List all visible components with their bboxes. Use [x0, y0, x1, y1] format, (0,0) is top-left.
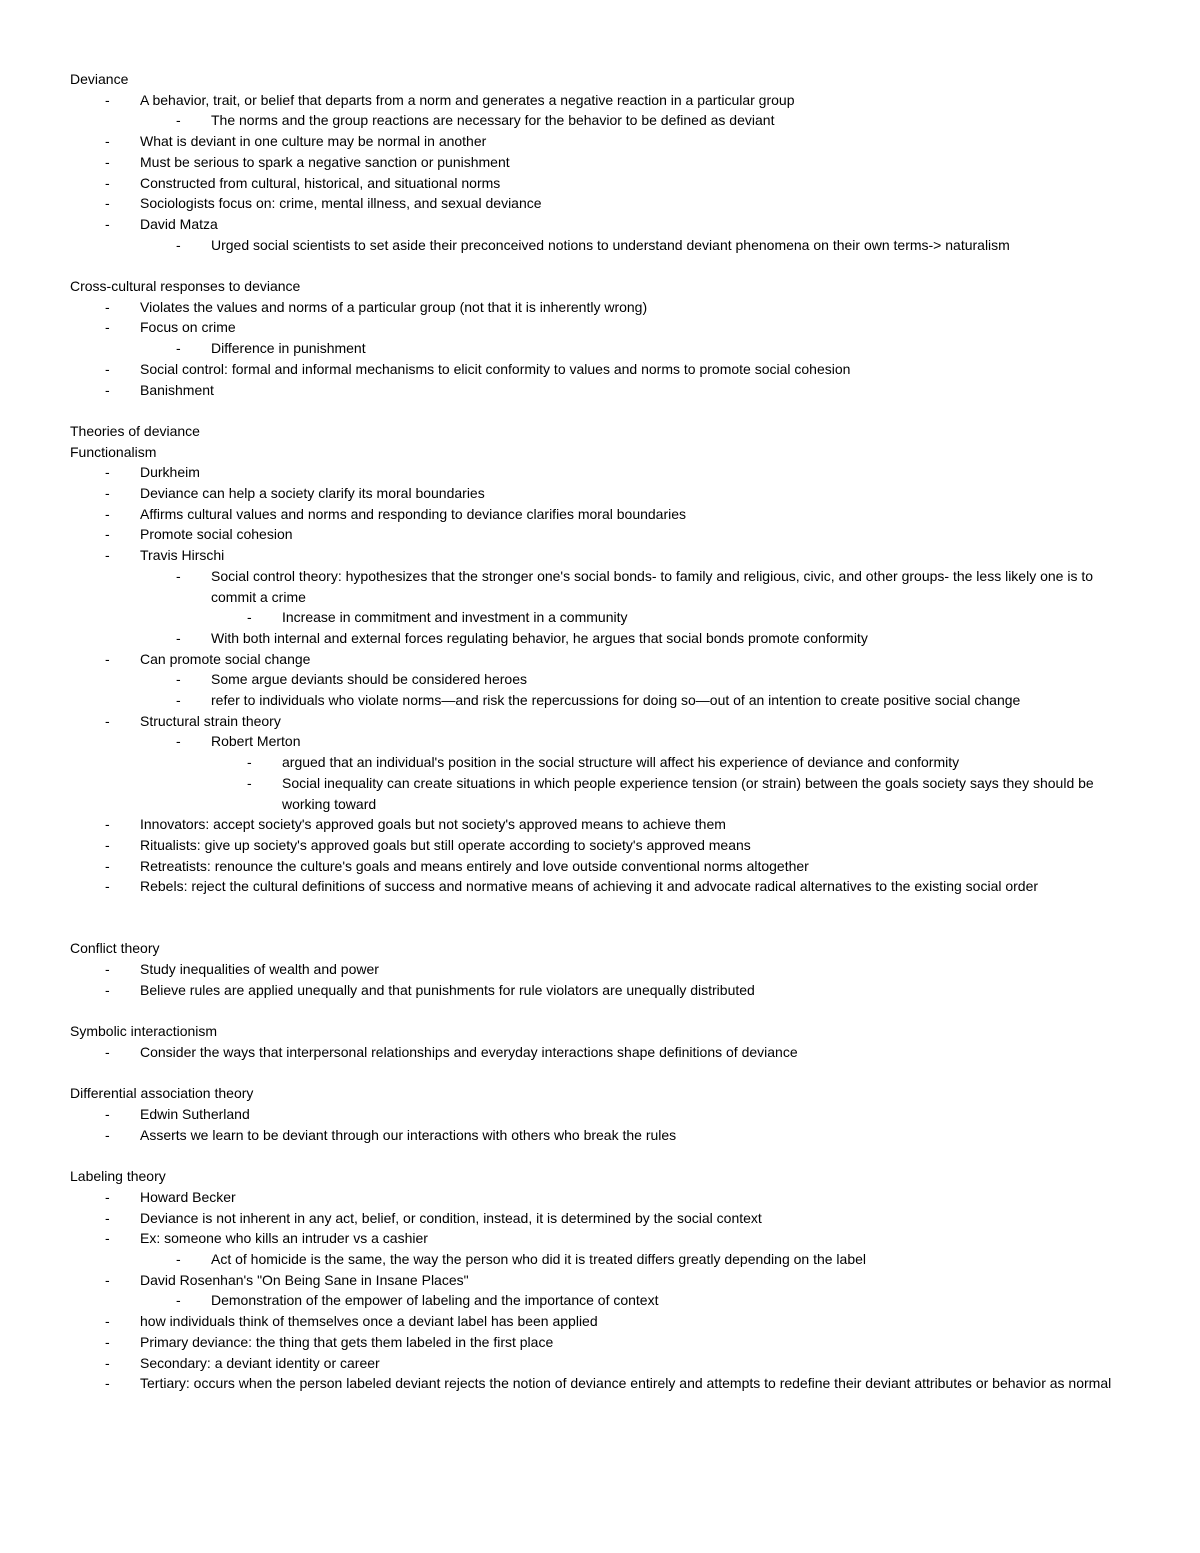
section-heading: Theories of deviance [70, 422, 200, 439]
list-item [70, 380, 1140, 401]
list-item-text: Can promote social change [140, 650, 311, 667]
list-item [70, 1373, 1140, 1394]
list-item [70, 876, 1140, 897]
list-item-text: Promote social cohesion [140, 526, 293, 543]
bullet-list [70, 959, 1140, 1000]
list-item-text: Innovators: accept society's approved goals but not society's approved means to achieve them [140, 816, 726, 833]
list-item [70, 1104, 1140, 1125]
bullet-dash: - [105, 153, 110, 170]
bullet-list [70, 90, 1140, 256]
bullet-dash: - [105, 1209, 110, 1226]
section-heading: Cross-cultural responses to deviance [70, 278, 301, 295]
list-item [70, 835, 1140, 856]
bullet-dash: - [105, 650, 110, 667]
list-item [70, 359, 1140, 380]
bullet-dash: - [105, 298, 110, 315]
list-item-text: What is deviant in one culture may be normal in another [140, 133, 487, 150]
list-item-text: Structural strain theory [140, 712, 281, 729]
list-item-text: Primary deviance: the thing that gets them labeled in the first place [140, 1333, 554, 1350]
bullet-list [70, 462, 1140, 897]
section-spacer [70, 400, 1140, 421]
list-item [70, 628, 1140, 649]
bullet-dash: - [105, 215, 110, 232]
bullet-dash: - [176, 733, 181, 750]
list-item-text: refer to individuals who violate norms—and risk the repercussions for doing so—out of an intention to create positive social change [211, 692, 1021, 709]
list-item [70, 566, 1140, 607]
list-item [70, 524, 1140, 545]
section [70, 276, 1140, 400]
list-item-text: Social inequality can create situations in which people experience tension (or strain) between the goals society says they should be working toward [282, 774, 1094, 812]
section [70, 1166, 1140, 1394]
list-item [70, 110, 1140, 131]
list-item-text: Demonstration of the empower of labeling and the importance of context [211, 1292, 659, 1309]
section-spacer [70, 897, 1140, 938]
list-item [70, 545, 1140, 566]
list-item-text: Study inequalities of wealth and power [140, 961, 379, 978]
list-item-text: Ex: someone who kills an intruder vs a cashier [140, 1230, 428, 1247]
bullet-dash: - [105, 1230, 110, 1247]
bullet-dash: - [105, 1106, 110, 1123]
list-item-text: Asserts we learn to be deviant through our interactions with others who break the rules [140, 1126, 677, 1143]
list-item [70, 214, 1140, 235]
bullet-dash: - [105, 505, 110, 522]
list-item-text: Must be serious to spark a negative sanction or punishment [140, 153, 510, 170]
list-item [70, 173, 1140, 194]
list-item [70, 1125, 1140, 1146]
bullet-dash: - [105, 485, 110, 502]
bullet-list [70, 297, 1140, 401]
list-item-text: Social control theory: hypothesizes that the stronger one's social bonds- to family and religious, civic, and other groups- the less likely one is to commit a crime [211, 567, 1094, 605]
section-spacer [70, 255, 1140, 276]
bullet-dash: - [105, 836, 110, 853]
list-item-text: Deviance can help a society clarify its moral boundaries [140, 485, 485, 502]
bullet-dash: - [176, 340, 181, 357]
section [70, 421, 1140, 897]
bullet-dash: - [105, 1126, 110, 1143]
bullet-dash: - [176, 671, 181, 688]
bullet-list [70, 1042, 1140, 1063]
list-item [70, 1270, 1140, 1291]
list-item-text: Edwin Sutherland [140, 1106, 250, 1123]
list-item [70, 193, 1140, 214]
section-spacer [70, 1063, 1140, 1084]
list-item-text: Robert Merton [211, 733, 301, 750]
list-item-text: The norms and the group reactions are necessary for the behavior to be defined as deviant [211, 112, 775, 129]
section-subheading: Functionalism [70, 443, 157, 460]
list-item-text: Increase in commitment and investment in a community [282, 609, 628, 626]
list-item [70, 959, 1140, 980]
list-item-text: A behavior, trait, or belief that departs from a norm and generates a negative reaction in a particular group [140, 91, 795, 108]
list-item-text: Secondary: a deviant identity or career [140, 1354, 380, 1371]
bullet-dash: - [105, 360, 110, 377]
list-item [70, 752, 1140, 773]
list-item-text: Difference in punishment [211, 340, 366, 357]
list-item-text: Travis Hirschi [140, 547, 225, 564]
bullet-list [70, 1104, 1140, 1145]
bullet-dash: - [105, 1354, 110, 1371]
section-heading: Deviance [70, 71, 129, 87]
bullet-dash: - [105, 464, 110, 481]
list-item [70, 1208, 1140, 1229]
list-item [70, 483, 1140, 504]
list-item-text: Howard Becker [140, 1188, 236, 1205]
list-item [70, 690, 1140, 711]
list-item-text: how individuals think of themselves once a deviant label has been applied [140, 1313, 598, 1330]
list-item-text: Affirms cultural values and norms and responding to deviance clarifies moral boundaries [140, 505, 687, 522]
list-item-text: Act of homicide is the same, the way the person who did it is treated differs greatly depending on the label [211, 1250, 867, 1267]
list-item-text: Tertiary: occurs when the person labeled deviant rejects the notion of deviance entirely and attempts to redefine their deviant attributes or behavior as normal [140, 1375, 1112, 1392]
document-body [70, 69, 1140, 1394]
list-item [70, 731, 1140, 752]
section-heading: Symbolic interactionism [70, 1023, 218, 1040]
bullet-dash: - [176, 629, 181, 646]
bullet-dash: - [105, 857, 110, 874]
list-item [70, 1353, 1140, 1374]
bullet-dash: - [105, 1333, 110, 1350]
list-item-text: argued that an individual's position in the social structure will affect his experience of deviance and conformity [282, 754, 960, 771]
list-item-text: Urged social scientists to set aside their preconceived notions to understand deviant phenomena on their own terms-> naturalism [211, 236, 1010, 253]
section [70, 1021, 1140, 1062]
section [70, 938, 1140, 1000]
section-spacer [70, 1145, 1140, 1166]
list-item-text: With both internal and external forces regulating behavior, he argues that social bonds promote conformity [211, 629, 868, 646]
section-heading: Conflict theory [70, 940, 160, 957]
list-item-text: Retreatists: renounce the culture's goals and means entirely and love outside conventional norms altogether [140, 857, 809, 874]
bullet-dash: - [105, 1043, 110, 1060]
list-item-text: Rebels: reject the cultural definitions of success and normative means of achieving it and advocate radical alternatives to the existing social order [140, 878, 1039, 895]
list-item [70, 297, 1140, 318]
bullet-dash: - [105, 712, 110, 729]
bullet-dash: - [105, 981, 110, 998]
bullet-dash: - [105, 195, 110, 212]
list-item [70, 338, 1140, 359]
list-item [70, 669, 1140, 690]
section-spacer [70, 1001, 1140, 1022]
bullet-dash: - [105, 547, 110, 564]
list-item [70, 1249, 1140, 1270]
list-item-text: Violates the values and norms of a particular group (not that it is inherently wrong) [140, 298, 648, 315]
bullet-dash: - [176, 567, 181, 584]
list-item [70, 649, 1140, 670]
bullet-dash: - [176, 1292, 181, 1309]
bullet-dash: - [105, 1375, 110, 1392]
list-item [70, 235, 1140, 256]
list-item-text: David Rosenhan's "On Being Sane in Insane Places" [140, 1271, 469, 1288]
list-item-text: Banishment [140, 381, 214, 398]
bullet-dash: - [105, 526, 110, 543]
list-item-text: Social control: formal and informal mechanisms to elicit conformity to values and norms to promote social cohesion [140, 360, 851, 377]
list-item [70, 711, 1140, 732]
list-item [70, 1042, 1140, 1063]
list-item-text: Believe rules are applied unequally and that punishments for rule violators are unequally distributed [140, 981, 755, 998]
bullet-dash: - [105, 878, 110, 895]
list-item-text: David Matza [140, 215, 218, 232]
list-item [70, 1311, 1140, 1332]
list-item [70, 607, 1140, 628]
list-item [70, 1332, 1140, 1353]
bullet-dash: - [105, 816, 110, 833]
list-item [70, 856, 1140, 877]
bullet-dash: - [105, 319, 110, 336]
bullet-dash: - [105, 1188, 110, 1205]
list-item-text: Ritualists: give up society's approved goals but still operate according to society's approved means [140, 836, 751, 853]
bullet-dash: - [105, 1271, 110, 1288]
list-item [70, 462, 1140, 483]
list-item [70, 1228, 1140, 1249]
bullet-dash: - [176, 112, 181, 129]
list-item [70, 1290, 1140, 1311]
list-item-text: Durkheim [140, 464, 200, 481]
list-item-text: Sociologists focus on: crime, mental illness, and sexual deviance [140, 195, 542, 212]
list-item [70, 814, 1140, 835]
list-item [70, 152, 1140, 173]
list-item [70, 131, 1140, 152]
section-heading: Labeling theory [70, 1168, 166, 1185]
bullet-dash: - [247, 774, 252, 791]
bullet-list [70, 1187, 1140, 1394]
section [70, 69, 1140, 255]
list-item [70, 504, 1140, 525]
list-item [70, 980, 1140, 1001]
section-heading: Differential association theory [70, 1085, 254, 1102]
list-item-text: Deviance is not inherent in any act, belief, or condition, instead, it is determined by the social context [140, 1209, 762, 1226]
bullet-dash: - [105, 961, 110, 978]
list-item-text: Consider the ways that interpersonal relationships and everyday interactions shape definitions of deviance [140, 1043, 798, 1060]
list-item-text: Focus on crime [140, 319, 236, 336]
section [70, 1083, 1140, 1145]
bullet-dash: - [105, 133, 110, 150]
bullet-dash: - [105, 1313, 110, 1330]
list-item-text: Some argue deviants should be considered heroes [211, 671, 527, 688]
list-item-text: Constructed from cultural, historical, and situational norms [140, 174, 501, 191]
bullet-dash: - [176, 236, 181, 253]
list-item [70, 773, 1140, 814]
bullet-dash: - [105, 174, 110, 191]
bullet-dash: - [105, 381, 110, 398]
bullet-dash: - [247, 609, 252, 626]
list-item [70, 317, 1140, 338]
bullet-dash: - [176, 1250, 181, 1267]
bullet-dash: - [105, 91, 110, 108]
list-item [70, 90, 1140, 111]
bullet-dash: - [176, 692, 181, 709]
list-item [70, 1187, 1140, 1208]
bullet-dash: - [247, 754, 252, 771]
